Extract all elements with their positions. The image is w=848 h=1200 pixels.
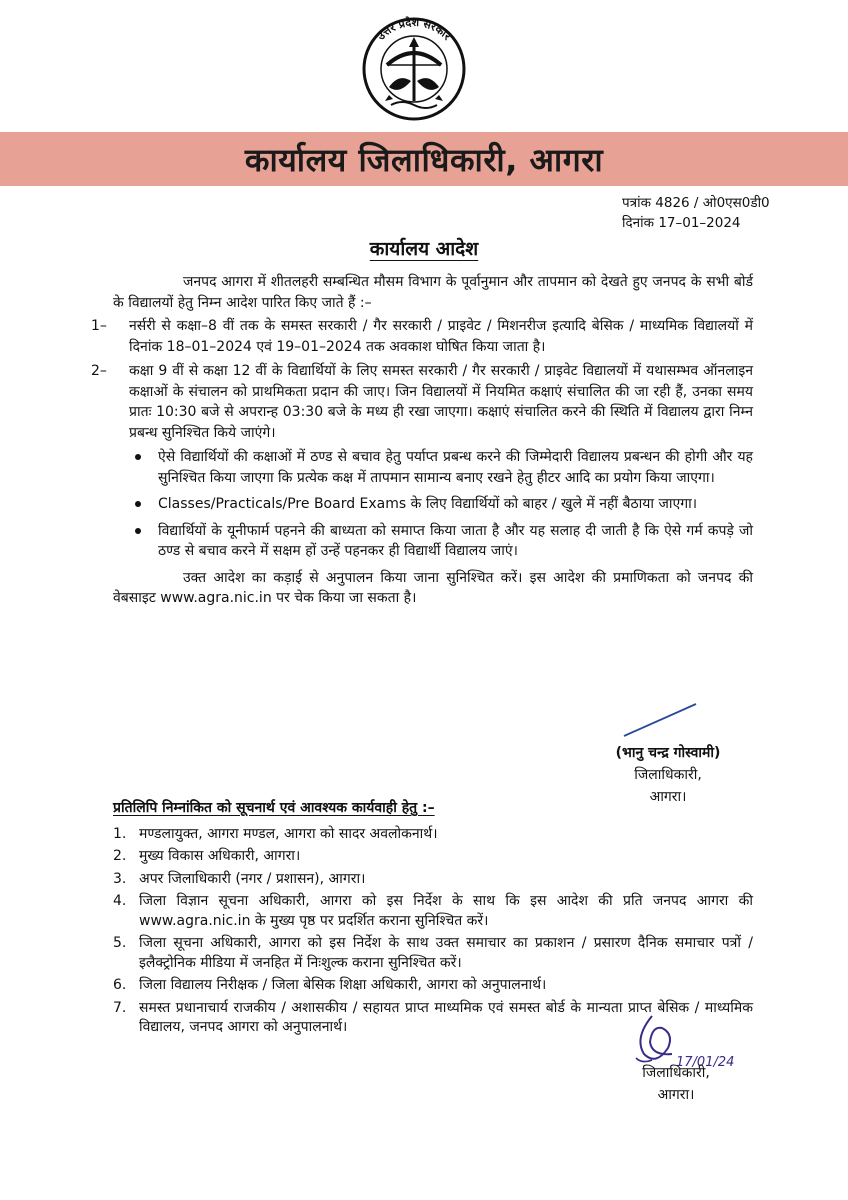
final-place: आगरा। bbox=[657, 1087, 695, 1103]
order-item bbox=[91, 361, 753, 443]
signatory-name: (भानु चन्द्र गोस्वामी) bbox=[615, 745, 721, 761]
header-banner bbox=[0, 132, 848, 186]
office-title: कार्यालय जिलाधिकारी, आगरा bbox=[244, 140, 604, 179]
copy-item bbox=[113, 934, 753, 973]
copy-item-text: जिला विद्यालय निरीक्षक / जिला बेसिक शिक्षा अधिकारी, आगरा को अनुपालनार्थ। bbox=[139, 977, 547, 993]
signatory-place: आगरा। bbox=[649, 789, 687, 805]
final-designation: जिलाधिकारी, bbox=[642, 1065, 710, 1081]
copy-list bbox=[113, 825, 753, 1038]
intro-paragraph: जनपद आगरा में शीतलहरी सम्बन्धित मौसम विभाग के पूर्वानुमान और तापमान को देखते हुए जनपद के सभी बोर्ड के विद्यालयों हेतु निम्न आदेश पारित किए जाते हैं :– bbox=[113, 274, 753, 311]
copy-item bbox=[113, 825, 753, 845]
svg-text:उत्तर प्रदेश सरकार: उत्तर प्रदेश सरकार bbox=[374, 15, 454, 43]
copy-item-number: 1. bbox=[113, 825, 127, 842]
copy-item-text: मुख्य विकास अधिकारी, आगरा। bbox=[139, 848, 301, 864]
arrangement-text: ऐसे विद्यार्थियों की कक्षाओं में ठण्ड से बचाव हेतु पर्याप्त प्रबन्ध करने की जिम्मेदारी विद्यालय प्रबन्धन की होगी और यह सुनिश्चित किया जाएगा कि प्रत्येक कक्ष में तापमान सामान्य बनाए रखने हेतु हीटर आदि का प्रयोग किया जाएगा। bbox=[158, 449, 753, 486]
copy-item bbox=[113, 847, 753, 867]
order-item bbox=[91, 316, 753, 357]
order-item-number: 2– bbox=[91, 363, 107, 379]
copy-item-number: 7. bbox=[113, 999, 127, 1016]
copy-item-text: जिला सूचना अधिकारी, आगरा को इस निर्देश के साथ उक्त समाचार का प्रकाशन / प्रसारण दैनिक समाचार पत्रों / इलैक्ट्रोनिक मीडिया में जनहित में निःशुल्क कराना सुनिश्चित करें। bbox=[139, 935, 753, 971]
signature-mark bbox=[620, 700, 700, 740]
bullet-icon bbox=[135, 528, 141, 534]
closing-paragraph: उक्त आदेश का कड़ाई से अनुपालन किया जाना सुनिश्चित करें। इस आदेश की प्रमाणिकता को जनपद की वेबसाइट www.agra.nic.in पर चेक किया जा सकता है। bbox=[113, 569, 753, 606]
arrangement-item bbox=[113, 447, 753, 488]
copy-item-number: 4. bbox=[113, 893, 127, 909]
final-signature-block bbox=[616, 1062, 736, 1106]
reference-block bbox=[622, 193, 770, 233]
copy-to-section bbox=[113, 799, 753, 1041]
copy-item bbox=[113, 892, 753, 931]
copy-item bbox=[113, 976, 753, 996]
copy-item-text: समस्त प्रधानाचार्य राजकीय / अशासकीय / सहायत प्राप्त माध्यमिक एवं समस्त बोर्ड के मान्यता प्राप्त बेसिक / माध्यमिक विद्यालय, जनपद आगरा को अनुपालनार्थ। bbox=[139, 999, 753, 1035]
arrangement-item bbox=[113, 494, 753, 515]
copy-item bbox=[113, 870, 753, 890]
order-title: कार्यालय आदेश bbox=[369, 238, 479, 260]
order-body bbox=[91, 272, 753, 612]
order-item-text: नर्सरी से कक्षा–8 वीं तक के समस्त सरकारी / गैर सरकारी / प्राइवेट / मिशनरीज इत्यादि बेसिक / माध्यमिक विद्यालयों में दिनांक 18–01–2024 एवं 19–01–2024 तक अवकाश घोषित किया जाता है। bbox=[129, 318, 753, 355]
order-item-number: 1– bbox=[91, 318, 107, 334]
svg-text:17/01/24: 17/01/24 bbox=[676, 1055, 735, 1070]
copy-item-number: 3. bbox=[113, 870, 127, 887]
copy-item-number: 6. bbox=[113, 977, 127, 993]
letter-number: पत्रांक 4826 / ओ0एस0डी0 bbox=[622, 195, 770, 211]
order-item-text: कक्षा 9 वीं से कक्षा 12 वीं के विद्यार्थियों के लिए समस्त सरकारी / गैर सरकारी / प्राइवेट विद्यालयों में यथासम्भव ऑनलाइन कक्षाओं के संचालन को प्राथमिकता प्रदान की जाए। जिन विद्यालयों में नियमित कक्षाएं संचालित की जा रही हैं, उनका समय प्रातः 10:30 बजे से अपरान्ह 03:30 बजे के मध्य ही रखा जाएगा। कक्षाएं संचालित करने की स्थिति में विद्यालय द्वारा निम्न प्रबन्ध सुनिश्चित किये जाएंगे। bbox=[129, 363, 753, 441]
arrangement-text: Classes/Practicals/Pre Board Exams के लिए विद्यार्थियों को बाहर / खुले में नहीं बैठाया जाएगा। bbox=[158, 496, 698, 512]
copy-item-text: मण्डलायुक्त, आगरा मण्डल, आगरा को सादर अवलोकनार्थ। bbox=[139, 825, 438, 842]
signatory-designation: जिलाधिकारी, bbox=[634, 767, 702, 783]
copy-heading: प्रतिलिपि निम्नांकित को सूचनार्थ एवं आवश्यक कार्यवाही हेतु :– bbox=[113, 800, 435, 816]
bullet-icon bbox=[135, 454, 141, 460]
copy-item-number: 5. bbox=[113, 935, 127, 951]
order-heading bbox=[0, 236, 848, 262]
copy-item-text: जिला विज्ञान सूचना अधिकारी, आगरा को इस निर्देश के साथ कि इस आदेश की प्रति जनपद आगरा की www.agra.nic.in के मुख्य पृष्ठ पर प्रदर्शित कराना सुनिश्चित करें। bbox=[139, 893, 753, 929]
bullet-icon bbox=[135, 501, 141, 507]
up-government-emblem bbox=[349, 15, 479, 123]
copy-item-number: 2. bbox=[113, 848, 127, 864]
arrangement-item bbox=[113, 521, 753, 562]
copy-item-text: अपर जिलाधिकारी (नगर / प्रशासन), आगरा। bbox=[139, 870, 366, 887]
arrangements-list bbox=[113, 447, 753, 562]
arrangement-text: विद्यार्थियों के यूनीफार्म पहनने की बाध्यता को समाप्त किया जाता है और यह सलाह दी जाती है कि ऐसे गर्म कपड़े जो ठण्ड से बचाव करने में सक्षम हों उन्हें पहनकर ही विद्यार्थी विद्यालय जाएं। bbox=[158, 522, 753, 559]
letter-date: दिनांक 17–01–2024 bbox=[622, 215, 741, 231]
